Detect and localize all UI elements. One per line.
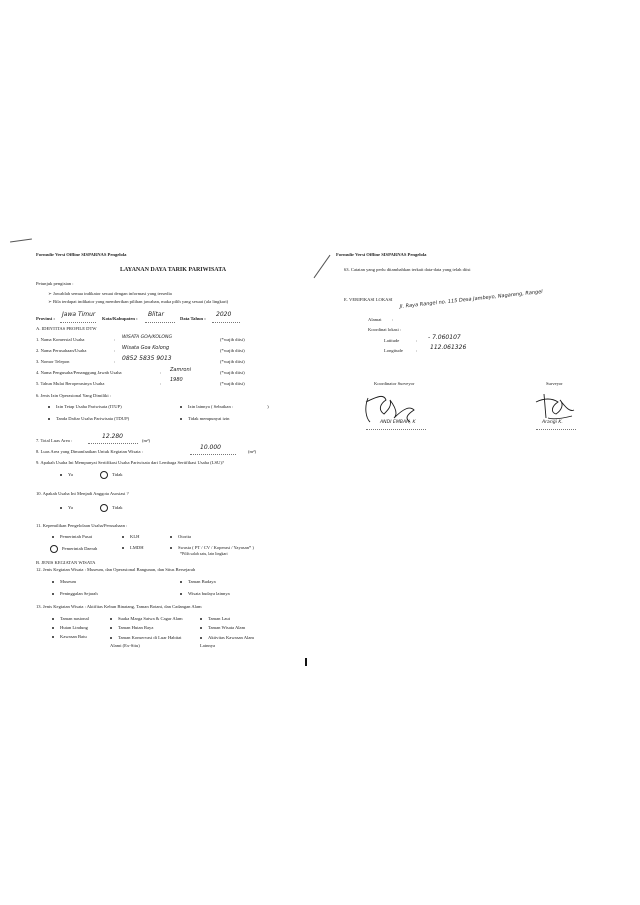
q6-option-1: Izin Tetap Usaha Pariwisata (ITUP): [48, 404, 122, 409]
form-page-left: Formulir Versi Offline SISPARNAS Pengelola LAYANAN DAYA TARIK PARIWISATA Petunjuk pengisian : ➢ Jawablah semua indikator sesuai dengan informasi yang tersedia ➢ Bila terdapat indikator yang memberikan pilihan jawaban, maka pilih yang sesuai (ala lingkari) Provinsi : Jawa Timur Kota/Kabupaten : Blitar Data Tahun : 2020 A. IDENTITAS PROFILE DTW 1. Nama Komersial Usaha : WISATA GOA/KOLONG (*wajib diisi) 2. Nama Perusahaan/Usaha : Wisata Goa Kolong (*wajib diisi) 3. Nomor Telepon : 0852 5835 9013 (*wajib diisi) 4. Nama Pengusaha/Penanggung Jawab Usaha : Zamroni (*wajib diisi) 5. Tahun Mulai Beroperasinya Usaha : 1980 (*wajib diisi) 6. Jenis Izin Operasional Yang Dimiliki : Izin Tetap Usaha Pariwisata (ITUP) Izin lainnya ( Sebutkan : ) Tanda Daftar Usaha Pariwisata (TDUP) Tidak mempunyai izin 7. Total Luas Area : 12.280 (m²) 8. Luas Area yang Dimanfaatkan Untuk Kegiatan Wisata : 10.000 (m²) 9. Apakah Usaha Ini Mempunyai Sertifikasi Usaha Pariwisata dari Lembaga Sertifikasi Usaha (LSU)? Ya Tidak 10. Apakah Usaha Ini Menjadi Anggota Asosiasi ? Ya Tidak 11. Kepemilikan Pengelolaan Usaha/Perusahaan : Pemerintah Pusat KLH Otorita Pemerintah Daerah LMDH Swasta ( PT / CV / Koperasi / Yayasan* ) *Pilih salah satu, lain lingkari B. JENIS KEGIATAN WISATA 12. Jenis Kegiatan Wisata : Museum, dan Operasional Bangunan, dan Situs Bersejarah Museum Taman Budaya Peninggalan Sejarah Wisata budaya lainnya 13. Jenis Kegiatan Wisata : Aktifitas Kebun Binatang, Taman Botani, dan Cadangan Alam Taman nasional Suaka Marga Satwa & Cagar Alam Taman Laut Hutan Lindung Taman Hutan Raya Taman Wisata Alam Kawasan Batu Taman Konservasi di Luar Habitat Alami (Ex-Situ) Aktivitas Kawasan Alam Lainnya: [30, 240, 322, 665]
section-a-heading: A. IDENTITAS PROFILE DTW: [36, 326, 97, 331]
surveyor-name: Arangi K.: [542, 420, 563, 425]
longitude-value: 112.061326: [430, 344, 467, 351]
q10-no: Tidak: [100, 504, 123, 512]
field-5-label: 5. Tahun Mulai Beroperasinya Usaha: [36, 381, 105, 386]
q11-option-2: KLH: [122, 534, 139, 539]
field-2-value: Wisata Goa Kolong: [122, 345, 170, 351]
q13-option-2: Suaka Marga Satwa & Cagar Alam: [110, 616, 183, 621]
q11-option-6: Swasta ( PT / CV / Koperasi / Yayasan* ): [170, 545, 254, 550]
field-1-label: 1. Nama Komersial Usaha: [36, 337, 85, 342]
q6-option-2: Izin lainnya ( Sebutkan : ): [180, 404, 269, 409]
q12-option-2: Taman Budaya: [180, 579, 216, 584]
q13-option-8: Taman Konservasi di Luar Habitat Alami (Ex-Situ): [110, 635, 182, 648]
form-page-right: Formulir Versi Offline SISPARNAS Pengelola 63. Catatan yang perlu ditambahkan terkait data-data yang telah diisi E. VERIFIKASI LOKASI Alamat : Jl. Raya Rangel no. 115 Desa Jambeyo, Nagareng, Rangel Koordinat lokasi : Latitude : - 7.060107 Longitude : 112.061326 Koordinator Surveyor Surveyor ANDI EMBAH, K Arangi K.: [330, 240, 610, 470]
field-5-note: (*wajib diisi): [220, 381, 245, 386]
q13-option-4: Hutan Lindung: [52, 625, 88, 630]
field-4-note: (*wajib diisi): [220, 370, 245, 375]
section-location-heading: E. VERIFIKASI LOKASI: [344, 297, 393, 302]
q12-option-1: Museum: [52, 579, 76, 584]
q12-option-3: Peninggalan Sejarah: [52, 591, 98, 596]
q11-option-1: Pemerintah Pusat: [52, 534, 92, 539]
q13-option-9: Aktivitas Kawasan Alam Lainnya: [200, 635, 254, 648]
q13-option-6: Taman Wisata Alam: [200, 625, 245, 630]
address-value: Jl. Raya Rangel no. 115 Desa Jambeyo, Nagareng, Rangel: [399, 289, 543, 310]
q7-label: 7. Total Luas Area :: [36, 438, 73, 443]
field-1-note: (*wajib diisi): [220, 337, 245, 342]
form-title: LAYANAN DAYA TARIK PARIWISATA: [120, 267, 227, 273]
field-1-value: WISATA GOA/KOLONG: [122, 335, 173, 340]
q13-option-1: Taman nasional: [52, 616, 89, 621]
field-4-label: 4. Nama Pengusaha/Penanggung Jawab Usaha: [36, 370, 122, 375]
coord-label: Koordinat lokasi :: [368, 327, 402, 332]
q12-option-4: Wisata budaya lainnya: [180, 591, 230, 596]
q11-option-3: Otorita: [170, 534, 191, 539]
q9-yes: Ya: [60, 472, 73, 477]
field-5-value: 1980: [170, 377, 183, 383]
latitude-label: Latitude: [384, 338, 400, 343]
city-label: Kota/Kabupaten :: [102, 316, 138, 321]
address-label: Alamat: [368, 317, 382, 322]
q6-option-4: Tidak mempunyai izin: [180, 416, 229, 421]
coordinator-name: ANDI EMBAH, K: [380, 420, 416, 425]
year-value: 2020: [216, 311, 232, 318]
year-label: Data Tahun :: [180, 316, 206, 321]
q63-label: 63. Catatan yang perlu ditambahkan terkait data-data yang telah diisi: [344, 267, 471, 272]
longitude-label: Longitude: [384, 348, 403, 353]
page-edge-mark: [10, 238, 32, 242]
q9-label: 9. Apakah Usaha Ini Mempunyai Sertifikasi Usaha Pariwisata dari Lembaga Sertifikasi Usaha (LSU)?: [36, 460, 224, 465]
q13-label: 13. Jenis Kegiatan Wisata : Aktifitas Kebun Binatang, Taman Botani, dan Cadangan Alam: [36, 604, 202, 609]
scan-corner-mark: [305, 658, 307, 666]
section-b-heading: B. JENIS KEGIATAN WISATA: [36, 560, 96, 565]
field-4-value: Zamroni: [170, 367, 192, 373]
q11-label: 11. Kepemilikan Pengelolaan Usaha/Perusahaan :: [36, 523, 128, 528]
q12-label: 12. Jenis Kegiatan Wisata : Museum, dan Operasional Bangunan, dan Situs Bersejarah: [36, 567, 196, 572]
field-2-label: 2. Nama Perusahaan/Usaha: [36, 348, 87, 353]
q13-option-3: Taman Laut: [200, 616, 230, 621]
q11-option-5: LMDH: [122, 545, 144, 550]
q6-label: 6. Jenis Izin Operasional Yang Dimiliki :: [36, 393, 112, 398]
q8-unit: (m²): [248, 449, 257, 454]
q9-no: Tidak: [100, 471, 123, 479]
field-3-label: 3. Nomor Telepon: [36, 359, 70, 364]
form-header: Formulir Versi Offline SISPARNAS Pengelola: [36, 252, 127, 257]
q7-value: 12.280: [102, 433, 123, 440]
q10-label: 10. Apakah Usaha Ini Menjadi Anggota Asosiasi ?: [36, 491, 129, 496]
q8-label: 8. Luas Area yang Dimanfaatkan Untuk Kegiatan Wisata :: [36, 449, 144, 454]
q10-yes: Ya: [60, 505, 73, 510]
surveyor-label: Surveyor: [546, 381, 563, 386]
instructions-label: Petunjuk pengisian :: [36, 281, 74, 286]
province-label: Provinsi :: [36, 316, 55, 321]
instruction-1: ➢ Jawablah semua indikator sesuai dengan informasi yang tersedia: [48, 291, 172, 296]
q13-option-7: Kawasan Batu: [52, 634, 87, 639]
instruction-2: ➢ Bila terdapat indikator yang memberikan pilihan jawaban, maka pilih yang sesuai (ala lingkari): [48, 299, 229, 304]
q13-option-5: Taman Hutan Raya: [110, 625, 153, 630]
form-header: Formulir Versi Offline SISPARNAS Pengelola: [336, 252, 427, 257]
coordinator-surveyor-label: Koordinator Surveyor: [374, 381, 415, 386]
province-value: Jawa Timur: [62, 311, 96, 318]
q11-option-4: Pemerintah Daerah: [50, 545, 97, 553]
q7-unit: (m²): [142, 438, 151, 443]
city-value: Blitar: [148, 311, 164, 318]
q6-option-3: Tanda Daftar Usaha Pariwisata (TDUP): [48, 416, 129, 421]
field-2-note: (*wajib diisi): [220, 348, 245, 353]
q11-note: *Pilih salah satu, lain lingkari: [180, 551, 228, 556]
q8-value: 10.000: [200, 444, 221, 451]
latitude-value: - 7.060107: [428, 334, 461, 341]
field-3-note: (*wajib diisi): [220, 359, 245, 364]
field-3-value: 0852 5835 9013: [122, 355, 172, 362]
